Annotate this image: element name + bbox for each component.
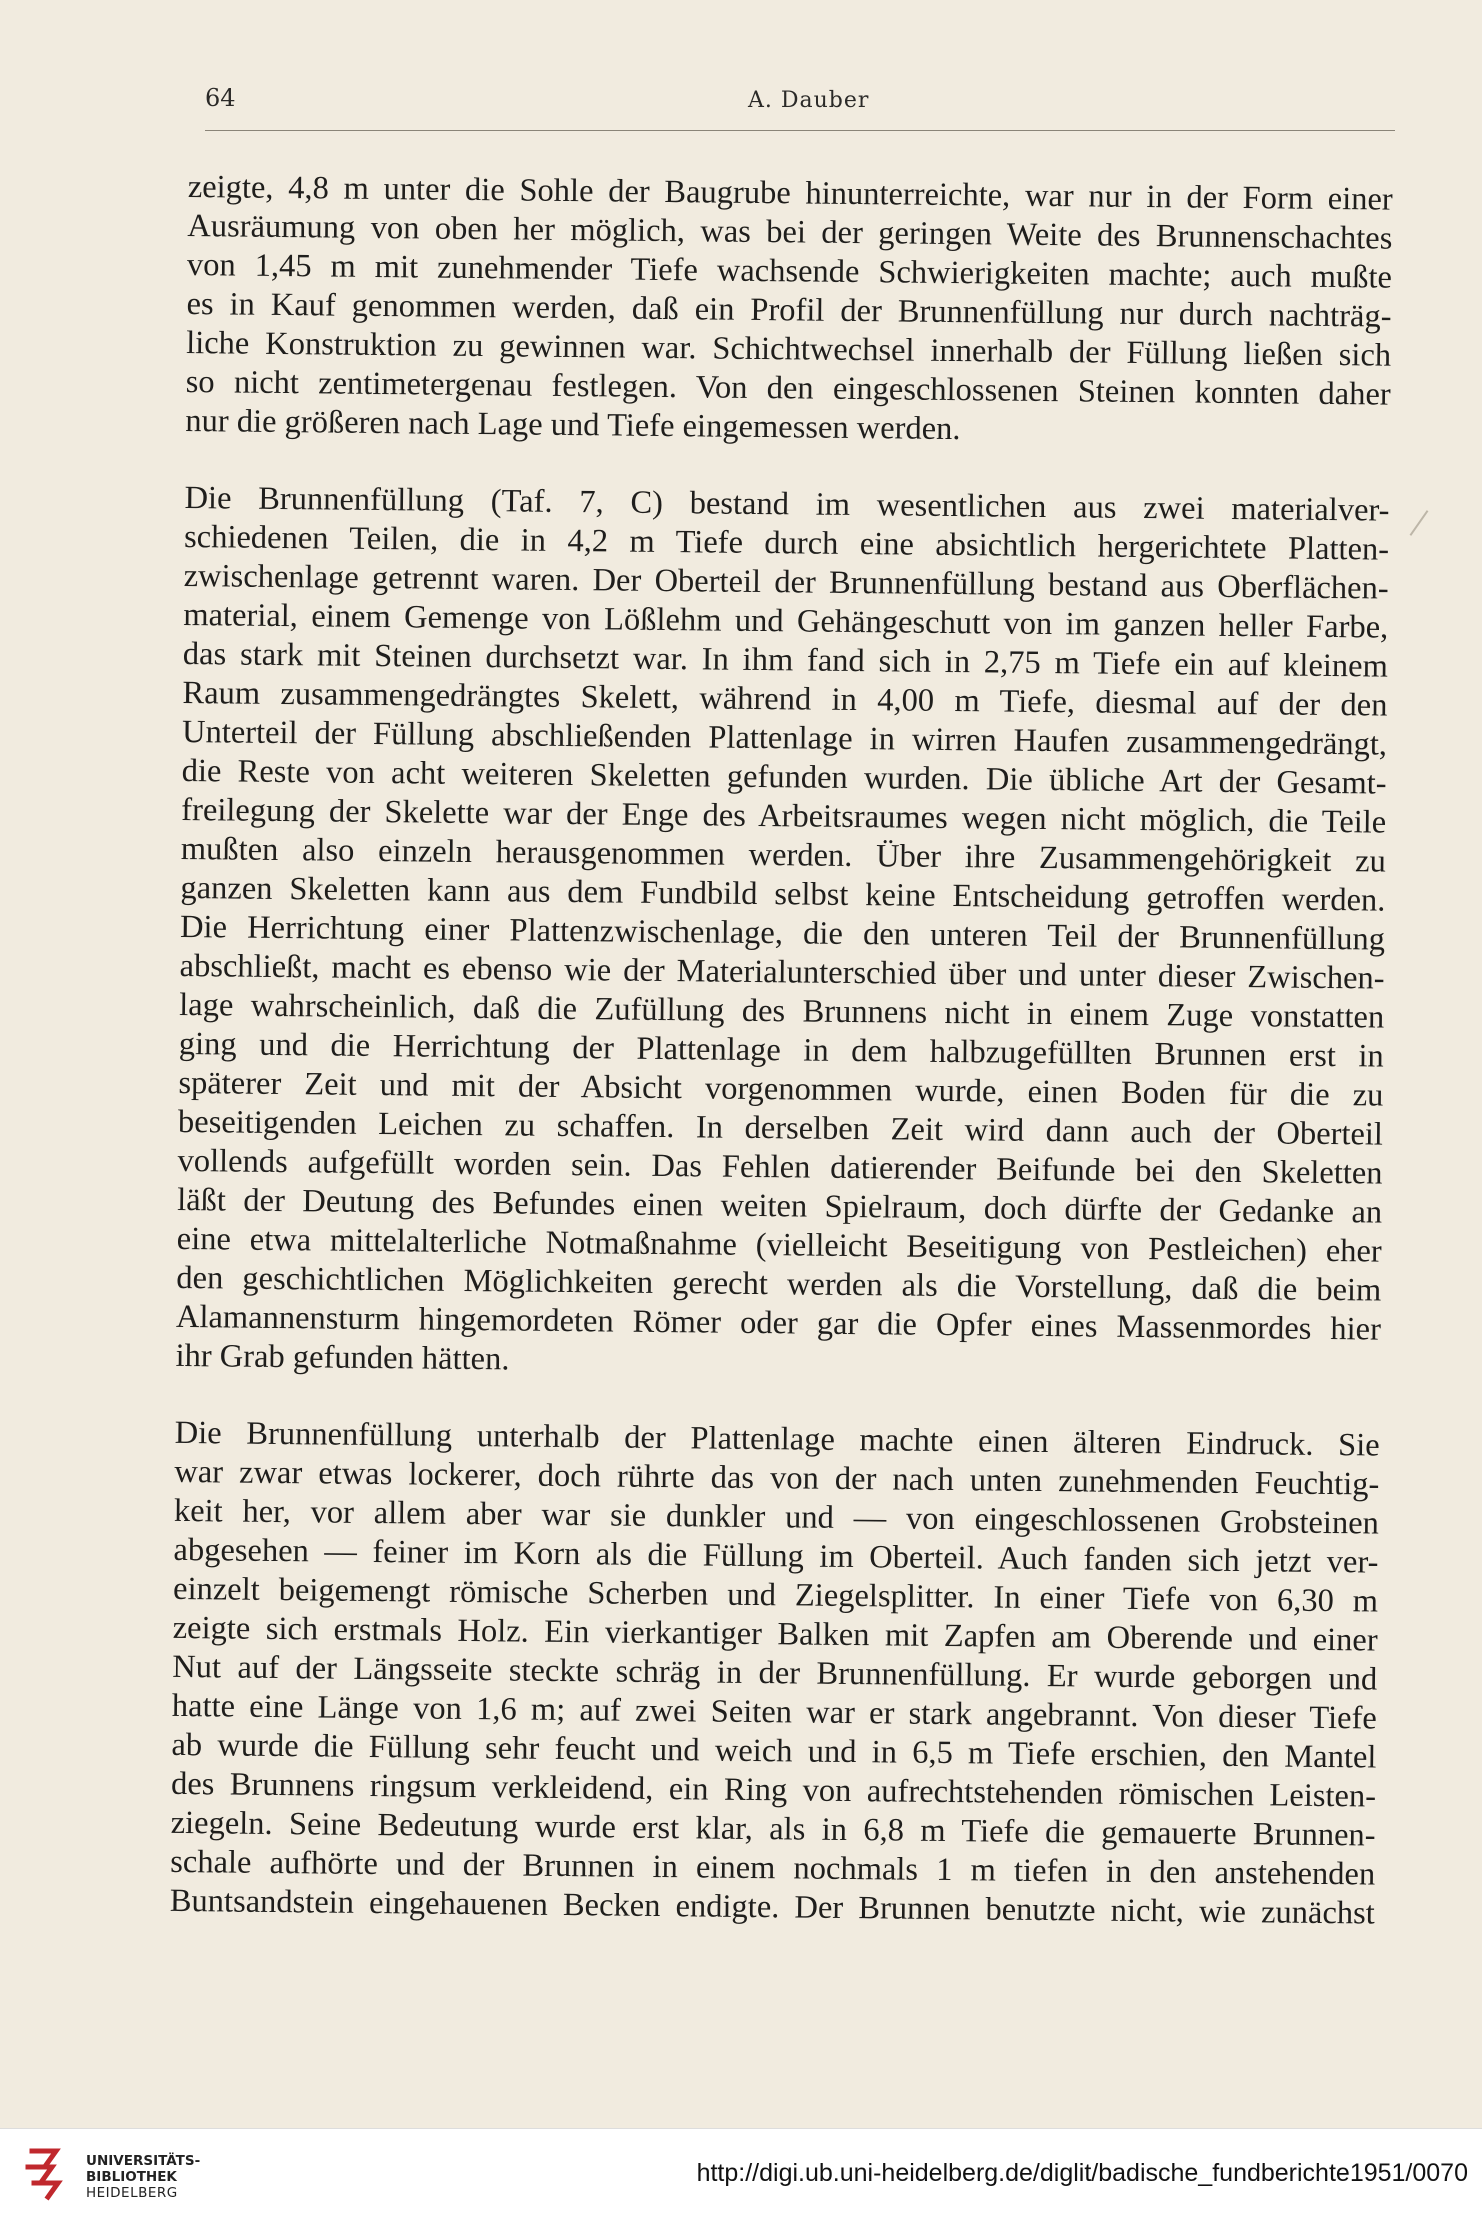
text-line: Nut auf der Längsseite steckte schräg in der Brunnenfüllung. Er wurde geborgen und — [172, 1648, 1378, 1698]
text-line: ging und die Herrichtung der Plattenlage in dem halbzugefüllten Brunnen erst in — [178, 1025, 1384, 1075]
text-line: von 1,45 m mit zunehmender Tiefe wachsende Schwierigkeiten machte; auch mußte — [186, 246, 1393, 296]
text-line: Die Brunnenfüllung (Taf. 7, C) bestand im wesentlichen aus zwei materialver- — [184, 479, 1390, 529]
text-line: mußten also einzeln herausgenommen werden. Über ihre Zusammengehörigkeit zu — [180, 830, 1386, 880]
text-line: einzelt beigemengt römische Scherben und Ziegelsplitter. In einer Tiefe von 6,30 m — [172, 1570, 1379, 1620]
body-text — [170, 168, 1393, 1934]
text-line: späterer Zeit und mit der Absicht vorgenommen wurde, einen Boden für die zu — [178, 1064, 1384, 1114]
text-line: die Reste von acht weiteren Skeletten gefunden wurden. Die übliche Art der Gesamt- — [181, 752, 1387, 802]
text-line: Die Herrichtung einer Plattenzwischenlage, die den unteren Teil der Brunnenfüllung — [179, 908, 1386, 958]
text-line: Raum zusammengedrängtes Skelett, während in 4,00 m Tiefe, diesmal auf der den — [182, 674, 1388, 724]
text-line: schiedenen Teilen, die in 4,2 m Tiefe durch eine absichtlich hergerichtete Platten- — [183, 518, 1390, 568]
text-line: zeigte sich erstmals Holz. Ein vierkantiger Balken mit Zapfen am Oberende und einer — [172, 1609, 1378, 1659]
text-line: eine etwa mittelalterliche Notmaßnahme (vielleicht Beseitigung von Pestleichen) eher — [176, 1220, 1382, 1270]
header-rule — [205, 130, 1395, 131]
text-line: freilegung der Skelette war der Enge des Arbeitsraumes wegen nicht möglich, die Teile — [181, 791, 1387, 841]
text-line: lage wahrscheinlich, daß die Zufüllung des Brunnens nicht in einem Zuge vonstatten — [179, 986, 1385, 1036]
text-line: zeigte, 4,8 m unter die Sohle der Baugrube hinunterreichte, war nur in der Form einer — [187, 168, 1393, 218]
text-line: beseitigenden Leichen zu schaffen. In derselben Zeit wird dann auch der Oberteil — [177, 1103, 1384, 1153]
text-line: Buntsandstein eingehauenen Becken endigte. Der Brunnen benutzte nicht, wie zunächst — [169, 1882, 1375, 1932]
text-line: das stark mit Steinen durchsetzt war. In ihm fand sich in 2,75 m Tiefe ein auf kleinem — [182, 635, 1389, 685]
logo-line-3: HEIDELBERG — [86, 2185, 178, 2201]
digitization-footer — [0, 2128, 1482, 2236]
text-line: Ausräumung von oben her möglich, was bei der geringen Weite des Brunnenschachtes — [187, 207, 1393, 257]
text-line: material, einem Gemenge von Lößlehm und Gehängeschutt von im ganzen heller Farbe, — [183, 596, 1389, 646]
text-line: vollends aufgefüllt worden sein. Das Fehlen datierender Beifunde bei den Skeletten — [177, 1142, 1383, 1192]
text-line: ziegeln. Seine Bedeutung wurde erst klar, als in 6,8 m Tiefe die gemauerte Brunnen- — [170, 1804, 1376, 1854]
paragraph-3 — [170, 1414, 1380, 1934]
paragraph-2 — [175, 479, 1389, 1389]
text-line: Alamannensturm hingemordeten Römer oder gar die Opfer eines Massenmordes hier — [175, 1298, 1382, 1348]
text-line: so nicht zentimetergenau festlegen. Von den eingeschlossenen Steinen konnten daher — [185, 363, 1391, 413]
text-line: den geschichtlichen Möglichkeiten gerecht werden als die Vorstellung, daß die beim — [176, 1259, 1382, 1309]
logo-line-2: BIBLIOTHEK — [86, 2169, 177, 2185]
running-head: A. Dauber — [748, 88, 870, 113]
logo-line-1: UNIVERSITÄTS- — [86, 2153, 201, 2169]
margin-pencil-mark — [1410, 510, 1429, 536]
text-line: abschließt, macht es ebenso wie der Materialunterschied über und unter dieser Zwischen- — [179, 947, 1385, 997]
source-url-link[interactable]: http://digi.ub.uni-heidelberg.de/diglit/badische_fundberichte1951/0070 — [696, 2159, 1468, 2187]
paragraph-1 — [185, 168, 1393, 454]
text-line: zwischenlage getrennt waren. Der Oberteil der Brunnenfüllung bestand aus Oberflächen- — [183, 557, 1389, 607]
text-line: liche Konstruktion zu gewinnen war. Schichtwechsel innerhalb der Füllung ließen sich — [185, 324, 1392, 374]
text-line: Die Brunnenfüllung unterhalb der Plattenlage machte einen älteren Eindruck. Sie — [174, 1414, 1380, 1464]
library-logo-text — [86, 2153, 200, 2201]
text-line: abgesehen — feiner im Korn als die Füllung im Oberteil. Auch fanden sich jetzt ver- — [173, 1531, 1379, 1581]
text-line: war zwar etwas lockerer, doch rührte das von der nach unten zunehmenden Feuchtig- — [174, 1453, 1380, 1503]
text-line: Unterteil der Füllung abschließenden Plattenlage in wirren Haufen zusammengedrängt, — [181, 713, 1388, 763]
text-line: ab wurde die Füllung sehr feucht und weich und in 6,5 m Tiefe erschien, den Mantel — [171, 1726, 1377, 1776]
text-line: nur die größeren nach Lage und Tiefe eingemessen werden. — [185, 402, 961, 448]
text-line: keit her, vor allem aber war sie dunkler und — von eingeschlossenen Grobsteinen — [173, 1492, 1380, 1542]
text-line: ganzen Skeletten kann aus dem Fundbild selbst keine Entscheidung getroffen werden. — [180, 869, 1386, 919]
text-line: ihr Grab gefunden hätten. — [175, 1337, 510, 1378]
text-line: läßt der Deutung des Befundes einen weiten Spielraum, doch dürfte der Gedanke an — [177, 1181, 1383, 1231]
text-line: schale aufhörte und der Brunnen in einem nochmals 1 m tiefen in den anstehenden — [170, 1843, 1376, 1893]
page-number: 64 — [205, 84, 236, 112]
library-logo-icon — [22, 2143, 78, 2207]
text-line: es in Kauf genommen werden, daß ein Profil der Brunnenfüllung nur durch nachträg- — [186, 285, 1392, 335]
text-line: des Brunnens ringsum verkleidend, ein Ring von aufrechtstehenden römischen Leisten- — [170, 1765, 1377, 1815]
text-line: hatte eine Länge von 1,6 m; auf zwei Seiten war er stark angebrannt. Von dieser Tiefe — [171, 1687, 1378, 1737]
